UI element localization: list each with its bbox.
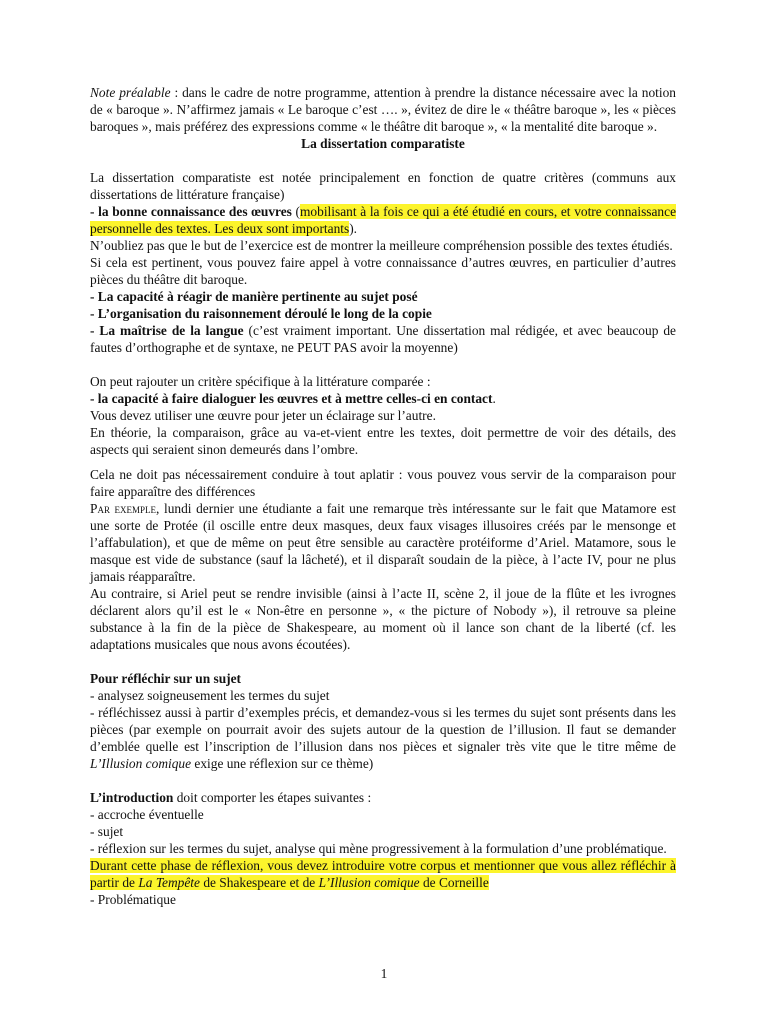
- other-works-paragraph: Si cela est pertinent, vous pouvez faire appel à votre connaissance d’autres œuvres, en particulier d’autres pièces du théâtre dit baroque.: [90, 255, 676, 287]
- flatten-paragraph: Cela ne doit pas nécessairement conduire à tout aplatir : vous pouvez vous servir de la comparaison pour faire apparaître des différences: [90, 467, 676, 499]
- criterion-knowledge: - la bonne connaissance des œuvres (mobilisant à la fois ce qui a été étudié en cours, et votre connaissance personnelle des textes. Les deux sont importants).: [90, 204, 677, 236]
- criterion-relevance: - La capacité à réagir de manière pertinente au sujet posé: [90, 289, 418, 304]
- introduction-item: - Problématique: [90, 892, 176, 907]
- highlight-knowledge: mobilisant à la fois ce qui a été étudié en cours, et votre connaissance personnelle des textes. Les deux sont importants: [90, 204, 677, 236]
- note-label: Note préalable: [90, 85, 171, 100]
- reflection-item: - analysez soigneusement les termes du sujet: [90, 688, 330, 703]
- criterion-knowledge-label: - la bonne connaissance des œuvres: [90, 204, 292, 219]
- example-paragraph: Par exemple, lundi dernier une étudiante a fait une remarque très intéressante sur le fait que Matamore est une sorte de Protée (il oscille entre deux masques, deux faux visages illusoires créés par le mensonge et l’affabulation), et que de même on peut être sensible au caractère protéiforme d’Ariel. Matamore, sous le masque est vide de substance (sauf la lâcheté), et il disparaît soudain de la pièce, à l’acte IV, pour ne plus jamais réapparaître.: [90, 501, 677, 584]
- page-number: 1: [380, 966, 388, 981]
- specific-criterion-intro: On peut rajouter un critère spécifique à la littérature comparée :: [90, 374, 431, 389]
- reflection-item: - réfléchissez aussi à partir d’exemples précis, et demandez-vous si les termes du sujet sont présents dans les pièces (par exemple on pourrait avoir des sujets autour de la question de l’illusion. Il faut se demander d’emblée quelle est l’inscription de l’illusion dans nos pièces et signaler très vite que le titre même de L’Illusion comique exige une réflexion sur ce thème): [90, 705, 676, 771]
- introduction-heading: L’introduction doit comporter les étapes suivantes :: [90, 790, 372, 805]
- note-text: : dans le cadre de notre programme, attention à prendre la distance nécessaire avec la notion de « baroque ». N’affirmez jamais « Le baroque c’est …. », évitez de dire le « théâtre baroque », les « pièces baroques », mais préférez des expressions comme « le théâtre dit baroque », « la mentalité dite baroque ».: [90, 85, 676, 134]
- document-title: La dissertation comparatiste: [301, 136, 465, 151]
- corpus-highlight: Durant cette phase de réflexion, vous devez introduire votre corpus et mentionner que vous allez réfléchir à partir de La Tempête de Shakespeare et de L’Illusion comique de Corneille: [90, 858, 676, 890]
- introduction-item: - réflexion sur les termes du sujet, analyse qui mène progressivement à la formulation d’une problématique.: [90, 841, 667, 856]
- contrary-paragraph: Au contraire, si Ariel peut se rendre invisible (ainsi à l’acte II, scène 2, il joue de la flûte et les ivrognes déclarent alors qu’il est le « Non-être en personne », « the picture of Nobody »), il retrouve sa pleine substance à la fin de la pièce de Shakespeare, au moment où il lance son chant de la liberté (cf. les adaptations musicales que nous avons écoutées).: [90, 586, 676, 652]
- goal-paragraph: N’oubliez pas que le but de l’exercice est de montrer la meilleure compréhension possible des textes étudiés.: [90, 238, 673, 253]
- theory-paragraph: En théorie, la comparaison, grâce au va-et-vient entre les textes, doit permettre de voir des détails, des aspects qui seraient sinon demeurés dans l’ombre.: [90, 425, 676, 457]
- reflection-heading: Pour réfléchir sur un sujet: [90, 671, 242, 686]
- note-paragraph: [90, 84, 676, 135]
- criterion-dialogue: - la capacité à faire dialoguer les œuvres et à mettre celles-ci en contact.: [90, 391, 496, 406]
- introduction-item: - accroche éventuelle: [90, 807, 204, 822]
- lighting-paragraph: Vous devez utiliser une œuvre pour jeter un éclairage sur l’autre.: [90, 408, 436, 423]
- example-label: Par exemple: [90, 501, 157, 516]
- intro-paragraph: La dissertation comparatiste est notée principalement en fonction de quatre critères (communs aux dissertations de littérature française): [90, 170, 676, 202]
- introduction-item: - sujet: [90, 824, 124, 839]
- criterion-organisation: - L’organisation du raisonnement déroulé le long de la copie: [90, 306, 432, 321]
- criterion-language: - La maîtrise de la langue (c’est vraiment important. Une dissertation mal rédigée, et avec beaucoup de fautes d’orthographe et de syntaxe, ne PEUT PAS avoir la moyenne): [90, 323, 677, 355]
- document-body: [90, 84, 676, 908]
